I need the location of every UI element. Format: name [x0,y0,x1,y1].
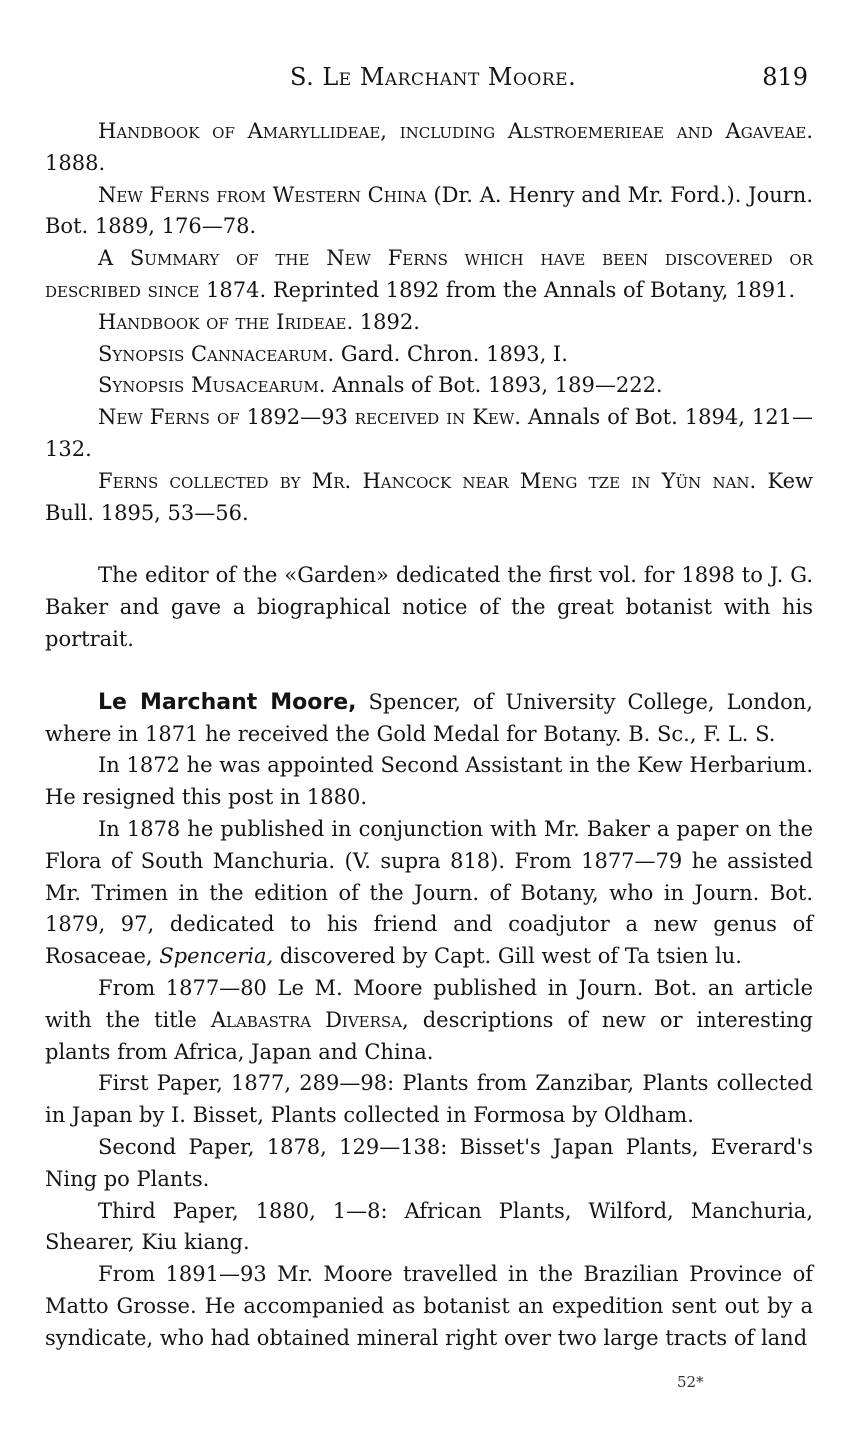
paragraph: Third Paper, 1880, 1—8: African Plants, Wilford, Manchuria, Shearer, Kiu kiang. [45,1198,813,1255]
work-details: 1888. [45,150,106,175]
work-title: A Summary of the New Ferns which have been discovered or described since [45,246,813,302]
work-title: New Ferns from Western China [98,182,427,207]
biography-intro [45,687,813,751]
bibliography-entry [45,116,813,180]
work-title: Synopsis Cannacearum. [98,341,335,366]
paragraph-text: In 1878 he published in conjunction with Mr. Baker a paper on the Flora of South Manchuria. (V. supra 818). From 1877—79 he assisted Mr. Trimen in the edition of the Journ. of Botany, who in Journ. Bot. 1879, 97, dedicated to his friend and coadjutor a new genus of Rosaceae, [45,816,813,969]
bibliography-entry [45,466,813,530]
paragraph [45,973,813,1068]
work-details: Annals of Bot. 1893, 189—222. [325,373,663,398]
running-head [0,62,850,92]
paragraph-text: From 1877—80 Le M. Moore published in Journ. Bot. an article with the title [45,975,813,1032]
bibliography-entry [45,370,813,402]
genus-name: Spenceria, [159,944,274,969]
paragraph-text: , descriptions of new or interesting plants from Africa, Japan and China. [45,1007,813,1064]
paragraph: First Paper, 1877, 289—98: Plants from Zanzibar, Plants collected in Japan by I. Bisset, Plants collected in Formosa by Oldham. [45,1071,813,1128]
bibliography-entry [45,180,813,244]
biography-name: Le Marchant Moore, [98,689,357,715]
paragraph: Second Paper, 1878, 129—138: Bisset's Japan Plants, Everard's Ning po Plants. [45,1134,813,1191]
editor-note: The editor of the «Garden» dedicated the first vol. for 1898 to J. G. Baker and gave a biographical notice of the great botanist with his portrait. [45,563,813,651]
page-number: 819 [762,63,808,91]
biography-intro-text: Spencer, of University College, London, where in 1871 he received the Gold Medal for Botany. B. Sc., F. L. S. [45,689,813,746]
running-title: S. Le Marchant Moore. [290,63,577,91]
work-details: Kew Bull. 1895, 53—56. [45,468,814,525]
section-gap [45,529,813,560]
work-details: Annals of Bot. 1894, 121—132. [45,405,813,461]
bibliography-entry [45,402,813,466]
page-body [45,116,813,1354]
paragraph: In 1872 he was appointed Second Assistant in the Kew Herbarium. He resigned this post in 1880. [45,753,813,810]
paragraph [45,814,813,973]
work-title: Synopsis Musacearum. [98,373,326,398]
paragraph-text: discovered by Capt. Gill west of Ta tsien lu. [273,944,742,969]
work-title: New Ferns of 1892—93 received in Kew. [98,405,521,430]
work-details: 1892. [353,309,420,334]
bibliography-entry [45,339,813,371]
section-gap [45,656,813,687]
bibliography-entry [45,307,813,339]
bibliography-entry [45,243,813,307]
signature-mark: 52* [677,1373,704,1391]
work-details: 1874. Reprinted 1892 from the Annals of Botany, 1891. [199,277,796,302]
paragraph: From 1891—93 Mr. Moore travelled in the Brazilian Province of Matto Grosse. He accompanied as botanist an expedition sent out by a syndicate, who had obtained mineral right over two large tracts of land [45,1262,813,1350]
work-title: Ferns collected by Mr. Hancock near Meng tze in Yün nan. [98,468,757,493]
work-details: Gard. Chron. 1893, I. [334,341,568,366]
article-title: Alabastra Diversa [210,1007,403,1032]
work-details: (Dr. A. Henry and Mr. Ford.). Journ. Bot. 1889, 176—78. [45,182,813,239]
work-title: Handbook of Amaryllideae, including Alstroemerieae and Agaveae. [98,119,813,143]
work-title: Handbook of the Irideae. [98,309,354,334]
